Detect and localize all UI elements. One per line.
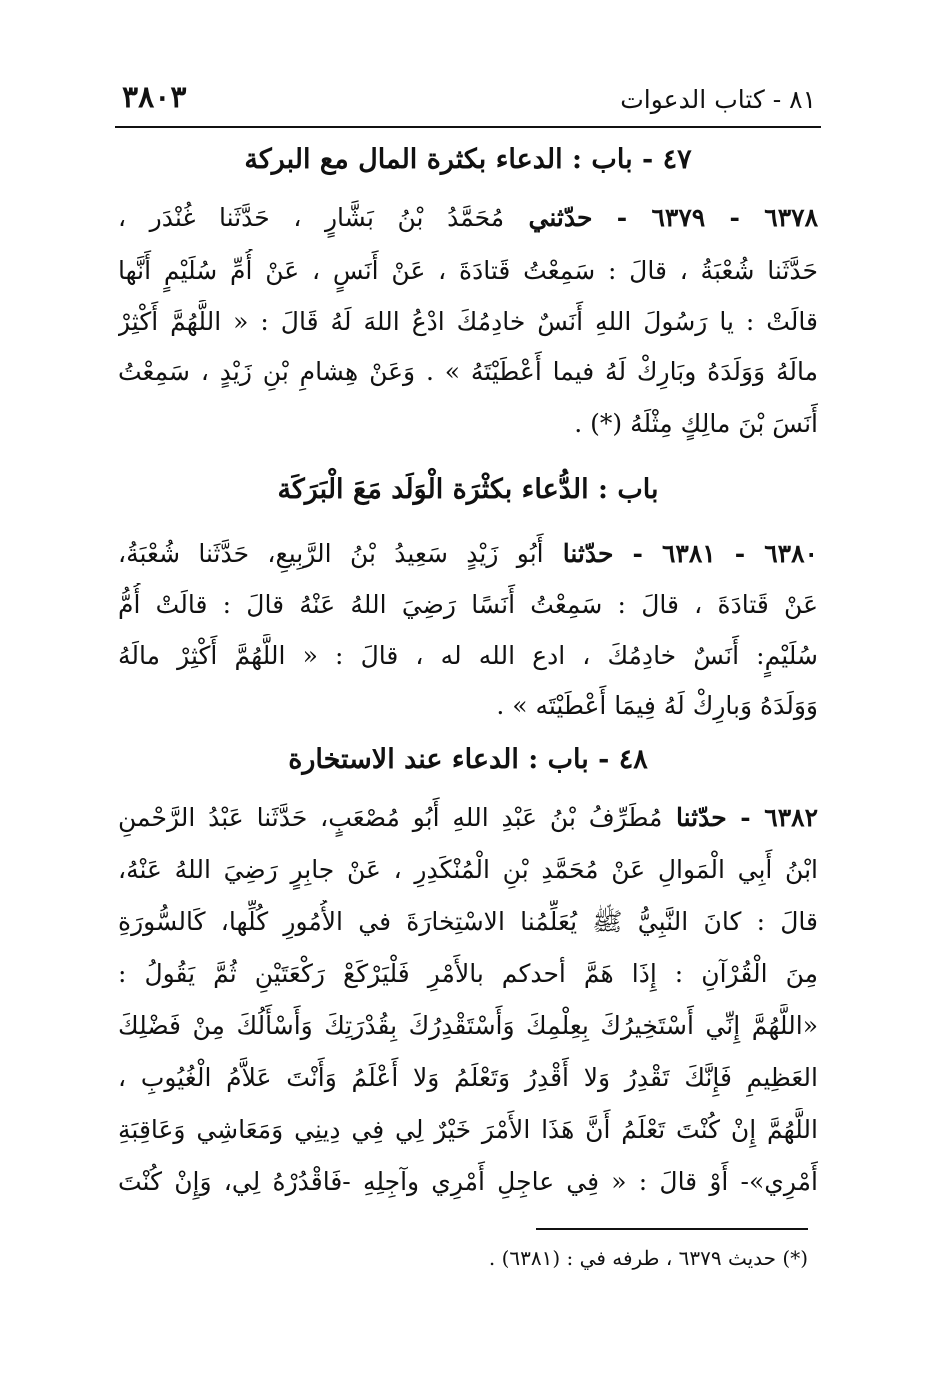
text-line: حَدَّثَنا شُعْبَةُ ، قالَ : سَمِعْتُ قَتادَةَ ، عَنْ أَنَسٍ ، عَنْ أُمِّ سُلَيْمٍ أَنَّها [118, 256, 818, 285]
text-line [118, 196, 818, 240]
hadith-number: ٦٣٨٢ - [726, 803, 818, 832]
text-line: مالَهُ وَوَلَدَهُ وبَارِكْ لَهُ فيما أَعْطَيْتَهُ » . وَعَنْ هِشامِ بْنِ زَيْدٍ ، سَمِعْتُ [118, 357, 818, 386]
narration-lead: حدّثنا [543, 539, 614, 568]
text-line [118, 532, 818, 576]
chapter-heading: ٤٧ - باب : الدعاء بكثرة المال مع البركة [244, 144, 692, 175]
footnote-divider [536, 1228, 808, 1230]
narration-lead: حدّثني [504, 203, 593, 232]
text-line [118, 796, 818, 840]
text-line: قالَتْ : يا رَسُولَ اللهِ أَنَسٌ خادِمُكَ ادْعُ اللهَ لَهُ قَالَ : « اللَّهُمَّ أَكْثِرْ [118, 307, 818, 336]
header-divider [115, 126, 821, 128]
text-line: ابْنُ أَبِي الْمَوالِ عَنْ مُحَمَّدِ بْنِ الْمُنْكَدِرِ ، عَنْ جابِرٍ رَضِيَ اللهُ عَنْهُ، [118, 855, 818, 884]
narration-lead: حدّثنا [662, 803, 727, 832]
page-number: ٣٨٠٣ [122, 80, 187, 115]
text-line: قالَ : كانَ النَّبِيُّ ﷺ يُعَلِّمُنا الاسْتِخارَةَ في الأُمُورِ كُلِّها، كَالسُّورَةِ [118, 907, 818, 936]
text-line: وَوَلَدَهُ وَبارِكْ لَهُ فِيمَا أَعْطَيْتَه » . [496, 691, 818, 720]
line-text: أَبُو زَيْدٍ سَعِيدُ بْنُ الرَّبِيعِ، حَدَّثَنا شُعْبَةُ، [118, 539, 544, 568]
running-header-title: ٨١ - كتاب الدعوات [620, 85, 816, 114]
line-text: مُطَرِّفُ بْنُ عَبْدِ اللهِ أَبُو مُصْعَبٍ، حَدَّثَنا عَبْدُ الرَّحْمنِ [118, 803, 663, 832]
line-text: مُحَمَّدُ بْنُ بَشَّارٍ ، حَدَّثَنا غُنْدَر ، [118, 203, 505, 232]
text-line: أَنَسَ بْنَ مالِكٍ مِثْلَهُ (*) . [574, 409, 818, 438]
chapter-heading: باب : الدُّعاء بكثْرَة الْوَلَد مَعَ الْبَرَكَة [277, 474, 659, 505]
text-line: سُلَيْمٍ: أَنَسٌ خادِمُكَ ، ادع الله له ، قالَ : « اللَّهُمَّ أَكْثِرْ مالَهُ [118, 641, 818, 670]
hadith-number: ٦٣٨٠ - ٦٣٨١ - [613, 539, 818, 568]
text-line: أَمْرِي»- أَوْ قالَ : « فِي عاجِلِ أَمْرِي وآجِلِهِ -فَاقْدُرْهُ لِي، وَإِنْ كُنْتَ [118, 1167, 818, 1196]
text-line: اللَّهُمَّ إِنْ كُنْتَ تَعْلَمُ أَنَّ هَذَا الأَمْرَ خَيْرٌ لِي فِي دِينِي وَمَعَاشِي وَعَاقِبَةِ [118, 1115, 818, 1144]
hadith-number: ٦٣٧٨ - ٦٣٧٩ - [592, 203, 818, 232]
text-line: العَظِيمِ فَإِنَّكَ تَقْدِرُ وَلا أَقْدِرُ وَتَعْلَمُ وَلا أَعْلَمُ وَأَنْتَ عَلاَّمُ الْغُيُوبِ ، [118, 1063, 818, 1092]
footnote: (*) حديث ٦٣٧٩ ، طرفه في : (٦٣٨١) . [488, 1246, 808, 1270]
text-line: «اللَّهُمَّ إِنِّي أَسْتَخِيرُكَ بِعِلْمِكَ وَأَسْتَقْدِرُكَ بِقُدْرَتِكَ وَأَسْأَلُكَ مِنْ فَضْلِكَ [118, 1011, 818, 1040]
text-line: عَنْ قَتادَةَ ، قالَ : سَمِعْتُ أَنَسًا رَضِيَ اللهُ عَنْهُ قالَ : قالَتْ أُمُّ [118, 590, 818, 619]
text-line: مِنَ الْقُرْآنِ : إِذَا هَمَّ أحدكم بالأَمْرِ فَلْيَرْكَعْ رَكْعَتَيْنِ ثُمَّ يَقُولُ : [118, 959, 818, 988]
chapter-heading: ٤٨ - باب : الدعاء عند الاستخارة [288, 744, 648, 775]
